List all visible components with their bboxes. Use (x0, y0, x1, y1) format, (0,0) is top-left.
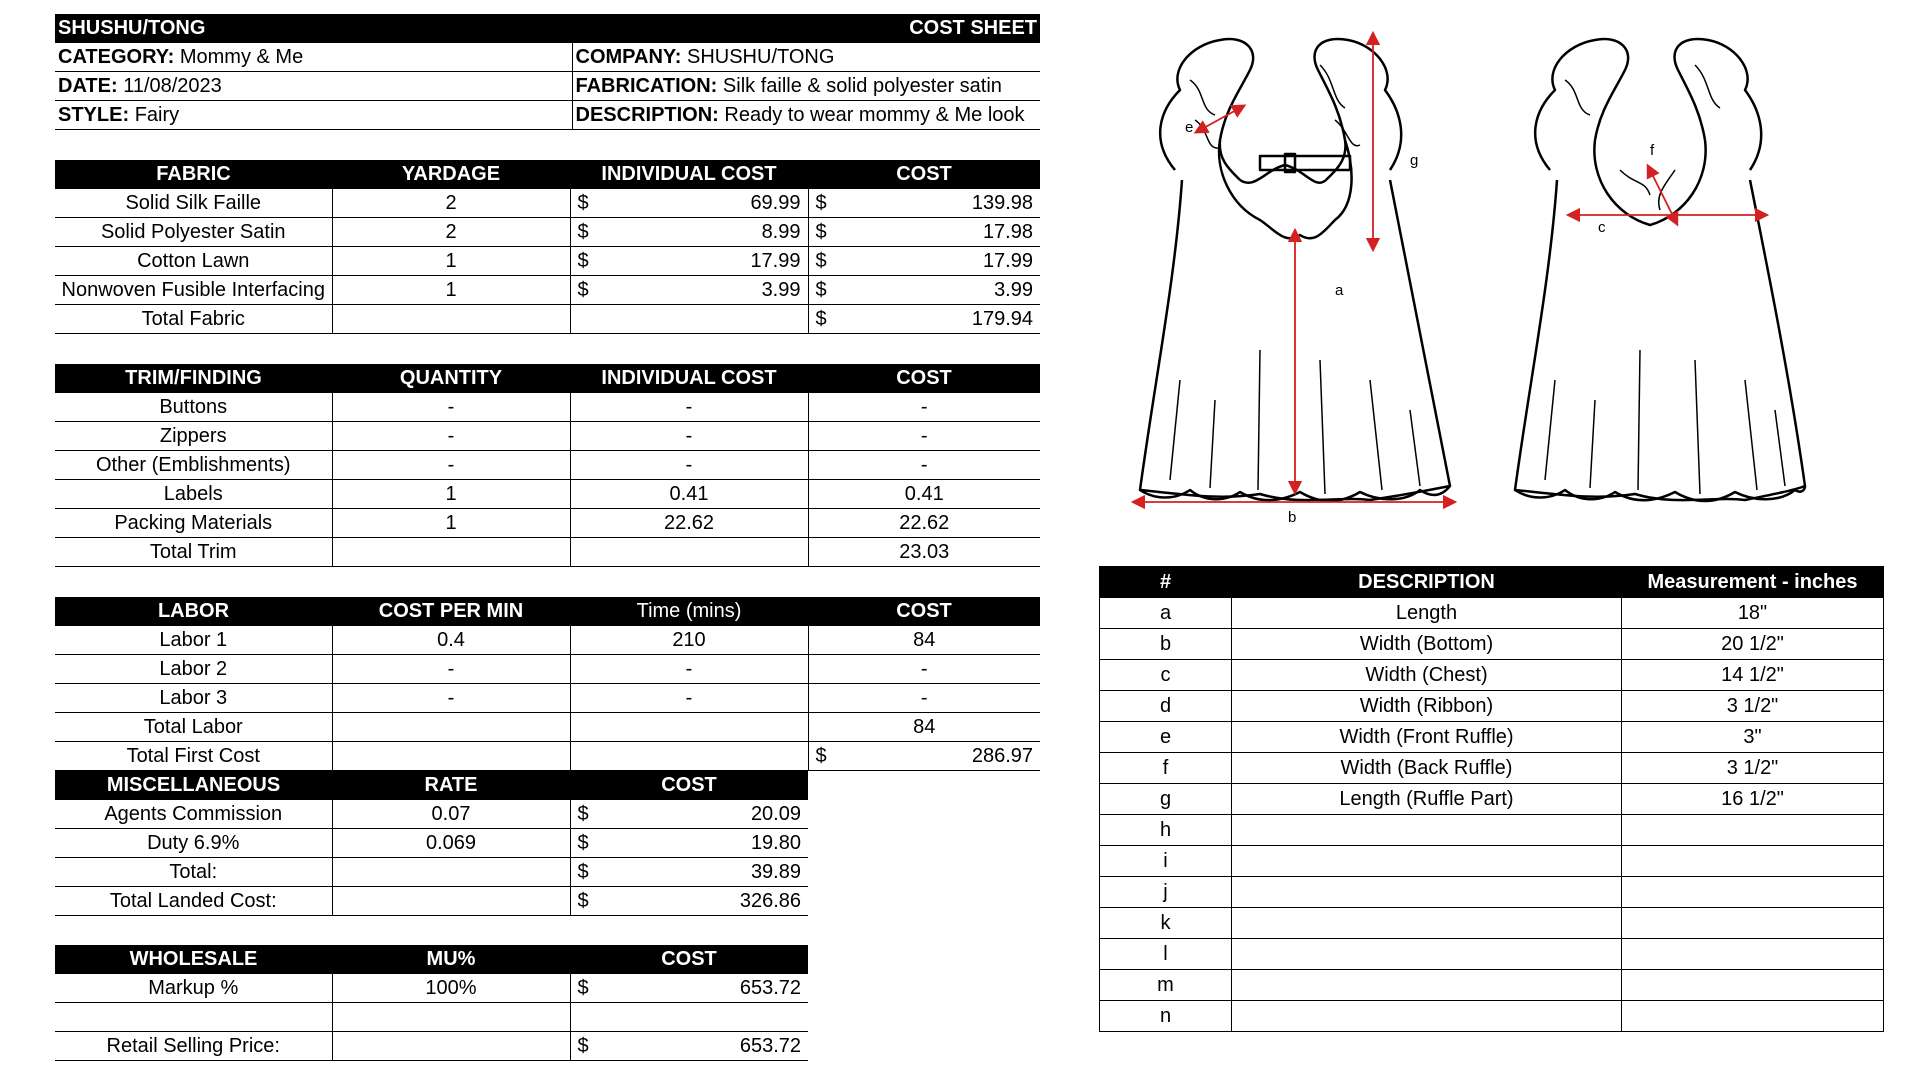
label-a: a (1335, 282, 1344, 299)
currency-symbol: $ (815, 278, 827, 301)
measure-id: k (1100, 908, 1232, 939)
labor-time: 210 (570, 626, 808, 655)
trim-qty: - (332, 422, 570, 451)
total-trim-label: Total Trim (55, 538, 332, 567)
header-row (55, 72, 1040, 101)
labor-rate: - (332, 684, 570, 713)
currency-symbol: $ (577, 802, 589, 825)
cost-value: 17.98 (982, 220, 1033, 243)
empty-cell (570, 1003, 808, 1032)
empty-cell (570, 713, 808, 742)
markup-cost (570, 974, 808, 1003)
measure-id: e (1100, 722, 1232, 753)
misc-header-row (55, 771, 808, 800)
cost-col-header: COST (808, 597, 1040, 626)
fabrication-cell (572, 72, 1040, 101)
trim-name: Labels (55, 480, 332, 509)
description-label: DESCRIPTION: (575, 103, 719, 126)
measure-id: n (1100, 1001, 1232, 1032)
front-measure-lines (1138, 38, 1450, 502)
measure-value: 18" (1622, 598, 1884, 629)
empty-cell (570, 305, 808, 334)
label-c: c (1598, 219, 1606, 236)
label-f: f (1650, 142, 1655, 159)
fabrication-label: FABRICATION: (575, 74, 718, 97)
measure-id: i (1100, 846, 1232, 877)
measure-value: 14 1/2" (1622, 660, 1884, 691)
measure-value (1622, 939, 1884, 970)
miscellaneous-table (55, 771, 808, 916)
label-e: e (1185, 119, 1194, 136)
fabric-yardage: 1 (332, 247, 570, 276)
unit-cost-value: 3.99 (761, 278, 801, 301)
total-fabric-cost (808, 305, 1040, 334)
measure-desc (1232, 908, 1622, 939)
misc-cost (570, 858, 808, 887)
cost-col-header: COST (570, 771, 808, 800)
total-fabric-value: 179.94 (971, 307, 1033, 330)
currency-symbol: $ (577, 249, 589, 272)
trim-col-header: TRIM/FINDING (55, 364, 332, 393)
first-cost-row (55, 742, 1040, 771)
style-label: STYLE: (58, 103, 130, 126)
trim-name: Zippers (55, 422, 332, 451)
unit-cost-value: 8.99 (761, 220, 801, 243)
measure-value (1622, 846, 1884, 877)
measure-id: l (1100, 939, 1232, 970)
table-row (55, 684, 1040, 713)
currency-symbol: $ (815, 744, 827, 767)
trim-unit-cost: 0.41 (570, 480, 808, 509)
trim-unit-cost: 22.62 (570, 509, 808, 538)
header-title-row (55, 14, 1040, 43)
misc-cost (570, 887, 808, 916)
measure-desc (1232, 939, 1622, 970)
category-label: CATEGORY: (58, 45, 175, 68)
labor-col-header: LABOR (55, 597, 332, 626)
trim-cost: - (808, 451, 1040, 480)
labor-cost: - (808, 655, 1040, 684)
table-row (55, 422, 1040, 451)
trim-name: Other (Emblishments) (55, 451, 332, 480)
currency-symbol: $ (815, 220, 827, 243)
labor-cost: - (808, 684, 1040, 713)
measure-id: c (1100, 660, 1232, 691)
table-row (55, 451, 1040, 480)
category-cell (55, 43, 572, 72)
empty-cell (332, 742, 570, 771)
measurement-table (1099, 566, 1884, 1032)
fabric-cost (808, 247, 1040, 276)
misc-rate (332, 858, 570, 887)
table-row (55, 800, 808, 829)
labor-time: - (570, 655, 808, 684)
company-cell (572, 43, 1040, 72)
yardage-col-header: YARDAGE (332, 160, 570, 189)
table-row (1100, 660, 1884, 691)
currency-symbol: $ (577, 220, 589, 243)
cost-value: 3.99 (994, 278, 1033, 301)
total-fabric-label: Total Fabric (55, 305, 332, 334)
misc-cost-value: 20.09 (750, 802, 801, 825)
measure-id: a (1100, 598, 1232, 629)
currency-symbol: $ (815, 191, 827, 214)
trim-qty: 1 (332, 509, 570, 538)
measure-id: g (1100, 784, 1232, 815)
misc-col-header: MISCELLANEOUS (55, 771, 332, 800)
labor-header-row (55, 597, 1040, 626)
cost-value: 17.99 (982, 249, 1033, 272)
empty-cell (332, 713, 570, 742)
misc-name: Total Landed Cost: (55, 887, 332, 916)
date-cell (55, 72, 572, 101)
retail-row (55, 1032, 808, 1061)
header-row (55, 43, 1040, 72)
wholesale-header-row (55, 945, 808, 974)
description-col-header: DESCRIPTION (1232, 567, 1622, 598)
measure-desc (1232, 1001, 1622, 1032)
measure-value: 3 1/2" (1622, 691, 1884, 722)
fabric-cost (808, 276, 1040, 305)
fabric-name: Solid Polyester Satin (55, 218, 332, 247)
cost-per-min-col-header: COST PER MIN (332, 597, 570, 626)
total-labor-label: Total Labor (55, 713, 332, 742)
trim-table (55, 364, 1040, 567)
measure-desc: Width (Ribbon) (1232, 691, 1622, 722)
cost-col-header: COST (808, 364, 1040, 393)
measure-desc: Width (Chest) (1232, 660, 1622, 691)
category-value: Mommy & Me (179, 45, 304, 68)
measure-desc: Width (Front Ruffle) (1232, 722, 1622, 753)
currency-symbol: $ (577, 976, 589, 999)
table-row (55, 276, 1040, 305)
empty-cell (332, 1003, 570, 1032)
retail-label: Retail Selling Price: (55, 1032, 332, 1061)
description-cell (572, 101, 1040, 130)
labor-table (55, 597, 1040, 771)
retail-price-value: 653.72 (739, 1034, 801, 1057)
measure-id: h (1100, 815, 1232, 846)
markup-label: Markup % (55, 974, 332, 1003)
fabric-unit-cost (570, 276, 808, 305)
table-row (1100, 691, 1884, 722)
fabric-name: Nonwoven Fusible Interfacing (55, 276, 332, 305)
blank-row (55, 1003, 808, 1032)
quantity-col-header: QUANTITY (332, 364, 570, 393)
cost-value: 139.98 (971, 191, 1033, 214)
table-row (55, 247, 1040, 276)
measure-desc: Width (Back Ruffle) (1232, 753, 1622, 784)
labor-time: - (570, 684, 808, 713)
header-row (55, 101, 1040, 130)
time-col-header: Time (mins) (570, 597, 808, 626)
empty-cell (332, 305, 570, 334)
table-row (55, 218, 1040, 247)
labor-name: Labor 2 (55, 655, 332, 684)
back-measure-lines (1573, 170, 1762, 220)
measure-id: m (1100, 970, 1232, 1001)
fabric-cost (808, 218, 1040, 247)
front-measure-labels (1185, 119, 1418, 526)
measure-desc: Length (Ruffle Part) (1232, 784, 1622, 815)
measure-value: 16 1/2" (1622, 784, 1884, 815)
trim-cost: - (808, 422, 1040, 451)
measure-desc (1232, 877, 1622, 908)
table-row (1100, 629, 1884, 660)
labor-cost: 84 (808, 626, 1040, 655)
total-trim-value: 23.03 (808, 538, 1040, 567)
misc-cost (570, 800, 808, 829)
misc-rate: 0.069 (332, 829, 570, 858)
misc-cost (570, 829, 808, 858)
fabric-col-header: FABRIC (55, 160, 332, 189)
total-labor-value: 84 (808, 713, 1040, 742)
individual-cost-col-header: INDIVIDUAL COST (570, 364, 808, 393)
measurement-col-header: Measurement - inches (1622, 567, 1884, 598)
measure-value (1622, 908, 1884, 939)
dress-sketch (1120, 20, 1880, 540)
measure-value: 3" (1622, 722, 1884, 753)
misc-rate (332, 887, 570, 916)
trim-qty: - (332, 451, 570, 480)
measure-desc (1232, 815, 1622, 846)
currency-symbol: $ (577, 889, 589, 912)
total-first-cost-label: Total First Cost (55, 742, 332, 771)
date-label: DATE: (58, 74, 118, 97)
table-row (1100, 722, 1884, 753)
cost-col-header: COST (570, 945, 808, 974)
currency-symbol: $ (577, 831, 589, 854)
table-row (1100, 753, 1884, 784)
fabric-yardage: 1 (332, 276, 570, 305)
table-row (55, 829, 808, 858)
wholesale-table (55, 945, 808, 1061)
style-cell (55, 101, 572, 130)
measure-id: f (1100, 753, 1232, 784)
individual-cost-col-header: INDIVIDUAL COST (570, 160, 808, 189)
description-value: Ready to wear mommy & Me look (724, 103, 1025, 126)
table-row (55, 626, 1040, 655)
fabric-name: Solid Silk Faille (55, 189, 332, 218)
measure-value (1622, 815, 1884, 846)
labor-rate: 0.4 (332, 626, 570, 655)
trim-unit-cost: - (570, 422, 808, 451)
fabric-yardage: 2 (332, 189, 570, 218)
trim-cost: 22.62 (808, 509, 1040, 538)
fabric-cost (808, 189, 1040, 218)
table-row (55, 480, 1040, 509)
rate-col-header: RATE (332, 771, 570, 800)
fabric-unit-cost (570, 189, 808, 218)
labor-name: Labor 1 (55, 626, 332, 655)
wholesale-col-header: WHOLESALE (55, 945, 332, 974)
misc-cost-value: 39.89 (750, 860, 801, 883)
misc-name: Duty 6.9% (55, 829, 332, 858)
id-col-header: # (1100, 567, 1232, 598)
currency-symbol: $ (815, 307, 827, 330)
measure-value (1622, 1001, 1884, 1032)
header-info-table (55, 14, 1040, 130)
measure-id: d (1100, 691, 1232, 722)
currency-symbol: $ (815, 249, 827, 272)
misc-rate: 0.07 (332, 800, 570, 829)
retail-price (570, 1032, 808, 1061)
measure-value (1622, 877, 1884, 908)
currency-symbol: $ (577, 191, 589, 214)
fabric-unit-cost (570, 218, 808, 247)
back-dress-drawing (1515, 39, 1805, 501)
fabric-table (55, 160, 1040, 334)
fabric-name: Cotton Lawn (55, 247, 332, 276)
trim-qty: - (332, 393, 570, 422)
style-value: Fairy (134, 103, 180, 126)
total-first-cost (808, 742, 1040, 771)
labor-name: Labor 3 (55, 684, 332, 713)
brand-name: SHUSHU/TONG (55, 14, 572, 43)
trim-unit-cost: - (570, 393, 808, 422)
trim-qty: 1 (332, 480, 570, 509)
measure-value: 20 1/2" (1622, 629, 1884, 660)
unit-cost-value: 17.99 (750, 249, 801, 272)
measure-desc (1232, 970, 1622, 1001)
trim-unit-cost: - (570, 451, 808, 480)
doc-title: COST SHEET (572, 14, 1040, 43)
table-row (55, 189, 1040, 218)
measure-desc (1232, 846, 1622, 877)
labor-rate: - (332, 655, 570, 684)
measure-id: b (1100, 629, 1232, 660)
table-row (1100, 877, 1884, 908)
trim-cost: 0.41 (808, 480, 1040, 509)
currency-symbol: $ (577, 860, 589, 883)
currency-symbol: $ (577, 278, 589, 301)
fabrication-value: Silk faille & solid polyester satin (722, 74, 1002, 97)
label-g: g (1410, 152, 1419, 169)
currency-symbol: $ (577, 1034, 589, 1057)
unit-cost-value: 69.99 (750, 191, 801, 214)
fabric-yardage: 2 (332, 218, 570, 247)
company-label: COMPANY: (575, 45, 682, 68)
date-value: 11/08/2023 (123, 74, 222, 97)
company-value: SHUSHU/TONG (686, 45, 835, 68)
trim-header-row (55, 364, 1040, 393)
table-row (55, 655, 1040, 684)
total-row (55, 713, 1040, 742)
fabric-unit-cost (570, 247, 808, 276)
table-row (55, 858, 808, 887)
total-row (55, 538, 1040, 567)
table-row (55, 887, 808, 916)
empty-cell (570, 742, 808, 771)
measurement-header-row (1100, 567, 1884, 598)
table-row (1100, 784, 1884, 815)
trim-name: Buttons (55, 393, 332, 422)
total-first-cost-value: 286.97 (971, 744, 1033, 767)
trim-name: Packing Materials (55, 509, 332, 538)
empty-cell (55, 1003, 332, 1032)
markup-cost-value: 653.72 (739, 976, 801, 999)
misc-cost-value: 326.86 (739, 889, 801, 912)
markup-row (55, 974, 808, 1003)
trim-cost: - (808, 393, 1040, 422)
measure-id: j (1100, 877, 1232, 908)
label-b: b (1288, 509, 1297, 526)
table-row (1100, 1001, 1884, 1032)
measure-value: 3 1/2" (1622, 753, 1884, 784)
fabric-header-row (55, 160, 1040, 189)
empty-cell (332, 1032, 570, 1061)
table-row (1100, 939, 1884, 970)
total-row (55, 305, 1040, 334)
table-row (1100, 815, 1884, 846)
table-row (1100, 598, 1884, 629)
table-row (1100, 846, 1884, 877)
misc-name: Total: (55, 858, 332, 887)
measure-value (1622, 970, 1884, 1001)
empty-cell (332, 538, 570, 567)
table-row (1100, 908, 1884, 939)
empty-cell (570, 538, 808, 567)
markup-value: 100% (332, 974, 570, 1003)
table-row (55, 509, 1040, 538)
mu-col-header: MU% (332, 945, 570, 974)
cost-col-header: COST (808, 160, 1040, 189)
misc-name: Agents Commission (55, 800, 332, 829)
misc-cost-value: 19.80 (750, 831, 801, 854)
table-row (1100, 970, 1884, 1001)
measure-desc: Width (Bottom) (1232, 629, 1622, 660)
measure-desc: Length (1232, 598, 1622, 629)
table-row (55, 393, 1040, 422)
